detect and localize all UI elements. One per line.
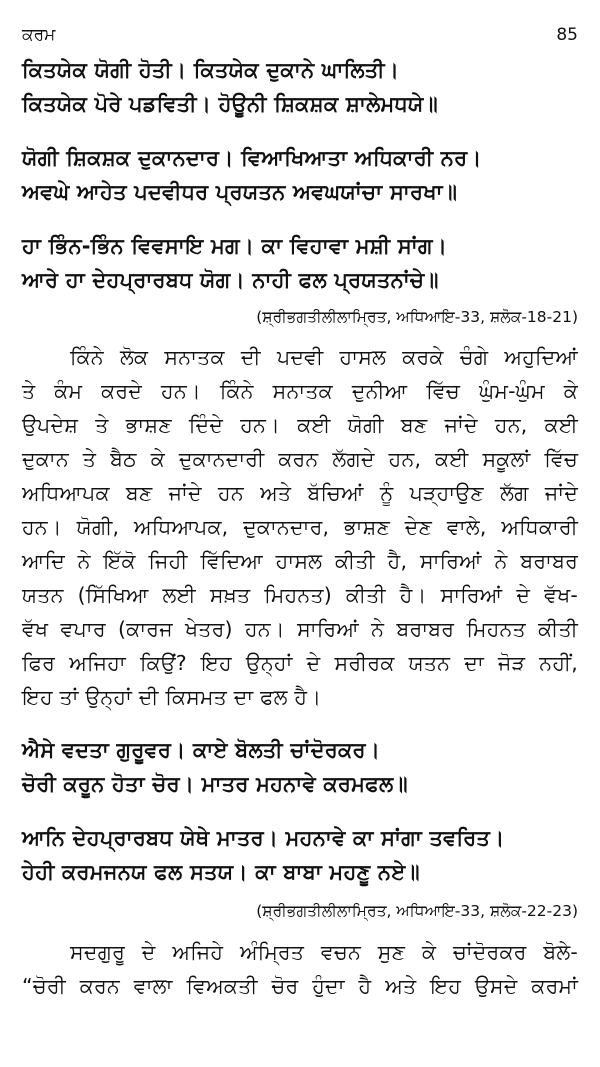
prose-line: ਉਪਦੇਸ਼ ਤੇ ਭਾਸ਼ਣ ਦਿੰਦੇ ਹਨ। ਕਈ ਯੋਗੀ ਬਣ ਜਾਂਦੇ ਹਨ, ਕਈ (22, 413, 578, 437)
verse-line: ਕਿਤਯੇਕ ਯੋਗੀ ਹੋਤੀ। ਕਿਤਯੇਕ ਦੁਕਾਨੇ ਘਾਲਿਤੀ। (22, 58, 400, 82)
citation: (ਸ਼੍ਰੀਭਗਤੀਲੀਲਾਮ੍ਰਿਤ, ਅਧਿਆਇ-33, ਸ਼ਲੋਕ-22-23) (256, 902, 578, 920)
page-number: 85 (556, 25, 578, 45)
prose-line: ਇਹ ਤਾਂ ਉਨ੍ਹਾਂ ਦੀ ਕਿਸਮਤ ਦਾ ਫਲ ਹੈ। (22, 685, 322, 709)
prose-line: ਅਧਿਆਪਕ ਬਣ ਜਾਂਦੇ ਹਨ ਅਤੇ ਬੱਚਿਆਂ ਨੂੰ ਪੜ੍ਹਾਉਣ ਲੱਗ ਜਾਂਦੇ (22, 481, 578, 505)
verse-line: ਯੋਗੀ ਸ਼ਿਕਸ਼ਕ ਦੁਕਾਨਦਾਰ। ਵਿਆਖਿਆਤਾ ਅਧਿਕਾਰੀ ਨਰ। (22, 146, 482, 170)
verse-line: ਆਨਿ ਦੇਹਪ੍ਰਾਰਬਧ ਯੇਥੇ ਮਾਤਰ। ਮਹਨਾਵੇ ਕਾ ਸਾਂਗਾ ਤਵਰਿਤ। (22, 826, 505, 850)
prose-line: ਦੁਕਾਨ ਤੇ ਬੈਠ ਕੇ ਦੁਕਾਨਦਾਰੀ ਕਰਨ ਲੱਗਦੇ ਹਨ, ਕਈ ਸਕੂਲਾਂ ਵਿੱਚ (22, 447, 578, 471)
verse-line: ਆਰੇ ਹਾ ਦੇਹਪ੍ਰਾਰਬਧ ਯੋਗ। ਨਾਹੀ ਫਲ ਪ੍ਰਯਤਨਾਂਚੇ॥ (22, 268, 439, 292)
prose-line: ਸਦਗੁਰੂ ਦੇ ਅਜਿਹੇ ਅੰਮ੍ਰਿਤ ਵਚਨ ਸੁਣ ਕੇ ਚਾਂਦੋਰਕਰ ਬੋਲੇ- (70, 940, 578, 964)
prose-line: ਯਤਨ (ਸਿੱਖਿਆ ਲਈ ਸਖ਼ਤ ਮਿਹਨਤ) ਕੀਤੀ ਹੈ। ਸਾਰਿਆਂ ਦੇ ਵੱਖ- (22, 583, 578, 607)
verse-line: ਹਾ ਭਿੰਨ-ਭਿੰਨ ਵਿਵਸਾਇ ਮਗ। ਕਾ ਵਿਹਾਵਾ ਮਸ਼ੀ ਸਾਂਗ। (22, 234, 448, 258)
verse-line: ਚੋਰੀ ਕਰੂਨ ਹੋਤਾ ਚੋਰ। ਮਾਤਰ ਮਹਨਾਵੇ ਕਰਮਫਲ॥ (22, 772, 408, 796)
verse-line: ਅਵਘੇ ਆਹੇਤ ਪਦਵੀਧਰ ਪ੍ਰਯਤਨ ਅਵਘਯਾਂਚਾ ਸਾਰਖਾ॥ (22, 180, 458, 204)
running-title: ਕਰਮ (22, 25, 56, 45)
verse-line: ਐਸੇ ਵਦਤਾ ਗੁਰੂਵਰ। ਕਾਏ ਬੋਲਤੀ ਚਾਂਦੋਰਕਰ। (22, 738, 381, 762)
prose-line: ਤੇ ਕੰਮ ਕਰਦੇ ਹਨ। ਕਿੰਨੇ ਸਨਾਤਕ ਦੁਨੀਆ ਵਿੱਚ ਘੁੰਮ-ਘੁੰਮ ਕੇ (22, 379, 578, 403)
verse-line: ਕਿਤਯੇਕ ਪੋਰੇ ਪਡਵਿਤੀ। ਹੋਊਨੀ ਸ਼ਿਕਸ਼ਕ ਸ਼ਾਲੇਮਧਯੇ॥ (22, 92, 438, 116)
prose-line: “ਚੋਰੀ ਕਰਨ ਵਾਲਾ ਵਿਅਕਤੀ ਚੋਰ ਹੁੰਦਾ ਹੈ ਅਤੇ ਇਹ ਉਸਦੇ ਕਰਮਾਂ (22, 974, 578, 998)
prose-line: ਵੱਖ ਵਪਾਰ (ਕਾਰਜ ਖੇਤਰ) ਹਨ। ਸਾਰਿਆਂ ਨੇ ਬਰਾਬਰ ਮਿਹਨਤ ਕੀਤੀ (22, 617, 578, 641)
prose-line: ਕਿੰਨੇ ਲੋਕ ਸਨਾਤਕ ਦੀ ਪਦਵੀ ਹਾਸਲ ਕਰਕੇ ਚੰਗੇ ਅਹੁਦਿਆਂ (70, 345, 578, 369)
prose-line: ਹਨ। ਯੋਗੀ, ਅਧਿਆਪਕ, ਦੁਕਾਨਦਾਰ, ਭਾਸ਼ਣ ਦੇਣ ਵਾਲੇ, ਅਧਿਕਾਰੀ (22, 515, 578, 539)
citation: (ਸ਼੍ਰੀਭਗਤੀਲੀਲਾਮ੍ਰਿਤ, ਅਧਿਆਇ-33, ਸ਼ਲੋਕ-18-21) (256, 308, 578, 326)
prose-line: ਫਿਰ ਅਜਿਹਾ ਕਿਉਂ? ਇਹ ਉਨ੍ਹਾਂ ਦੇ ਸਰੀਰਕ ਯਤਨ ਦਾ ਜੋੜ ਨਹੀਂ, (22, 651, 578, 675)
page-header (22, 22, 578, 48)
prose-line: ਆਦਿ ਨੇ ਇੱਕੋ ਜਿਹੀ ਵਿੱਦਿਆ ਹਾਸਲ ਕੀਤੀ ਹੈ, ਸਾਰਿਆਂ ਨੇ ਬਰਾਬਰ (22, 549, 578, 573)
verse-line: ਹੇਹੀ ਕਰਮਜਨਯ ਫਲ ਸਤਯ। ਕਾ ਬਾਬਾ ਮਹਣੂ ਨਏ॥ (22, 860, 420, 884)
